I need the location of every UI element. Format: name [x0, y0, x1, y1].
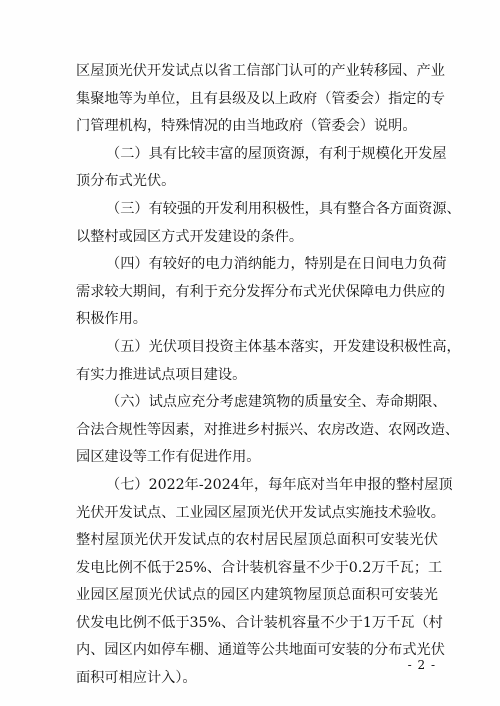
- page-number: - 2 -: [407, 658, 436, 672]
- text-line: 有实力推进试点项目建设。: [76, 366, 247, 383]
- paragraph: [76, 472, 453, 693]
- paragraph: [76, 251, 447, 334]
- paragraph: [76, 196, 461, 251]
- paragraph: [76, 141, 447, 196]
- text-line: 积极作用。: [76, 311, 147, 328]
- text-line: 顶分布式光伏。: [76, 173, 176, 190]
- paragraph: [76, 334, 461, 389]
- text-line: 面积可相应计入）。: [76, 670, 197, 687]
- text-line: 合法合规性等因素，对推进乡村振兴、农房改造、农网改造、: [76, 421, 460, 438]
- text-line: 业园区屋顶光伏试点的园区内建筑物屋顶总面积可安装光: [76, 587, 438, 604]
- text-line: 集聚地等为单位，且有县级及以上政府（管委会）指定的专: [76, 90, 445, 107]
- text-line: 内、园区内如停车棚、通道等公共地面可安装的分布式光伏: [76, 642, 445, 659]
- text-line: （二）具有比较丰富的屋顶资源，有利于规模化开发屋: [106, 145, 447, 162]
- text-line: 整村屋顶光伏开发试点的农村居民屋顶总面积可安装光伏: [76, 532, 438, 549]
- text-line: 需求较大期间，有利于充分发挥分布式光伏保障电力供应的: [76, 283, 445, 300]
- text-line: 区屋顶光伏开发试点以省工信部门认可的产业转移园、产业: [76, 63, 445, 79]
- paragraph: [76, 58, 445, 141]
- text-line: 发电比例不低于25%、合计装机容量不少于0.2万千瓦；工: [76, 559, 443, 576]
- text-line: （六）试点应充分考虑建筑物的质量安全、寿命期限、: [106, 394, 447, 411]
- text-line: （三）有较强的开发利用积极性，具有整合各方面资源、: [106, 200, 461, 217]
- text-line: 园区建设等工作有促进作用。: [76, 449, 261, 466]
- text-line: （五）光伏项目投资主体基本落实，开发建设积极性高，: [106, 338, 461, 355]
- text-line: （四）有较好的电力消纳能力，特别是在日间电力负荷: [106, 256, 447, 273]
- text-line: 门管理机构，特殊情况的由当地政府（管委会）说明。: [76, 118, 417, 135]
- paragraph: [76, 389, 460, 472]
- text-line: （七）2022年-2024年，每年底对当年申报的整村屋顶: [106, 476, 453, 493]
- text-line: 以整村或园区方式开发建设的条件。: [76, 228, 304, 245]
- text-line: 光伏开发试点、工业园区屋顶光伏开发试点实施技术验收。: [76, 504, 445, 521]
- text-line: 伏发电比例不低于35%、合计装机容量不少于1万千瓦（村: [76, 614, 443, 631]
